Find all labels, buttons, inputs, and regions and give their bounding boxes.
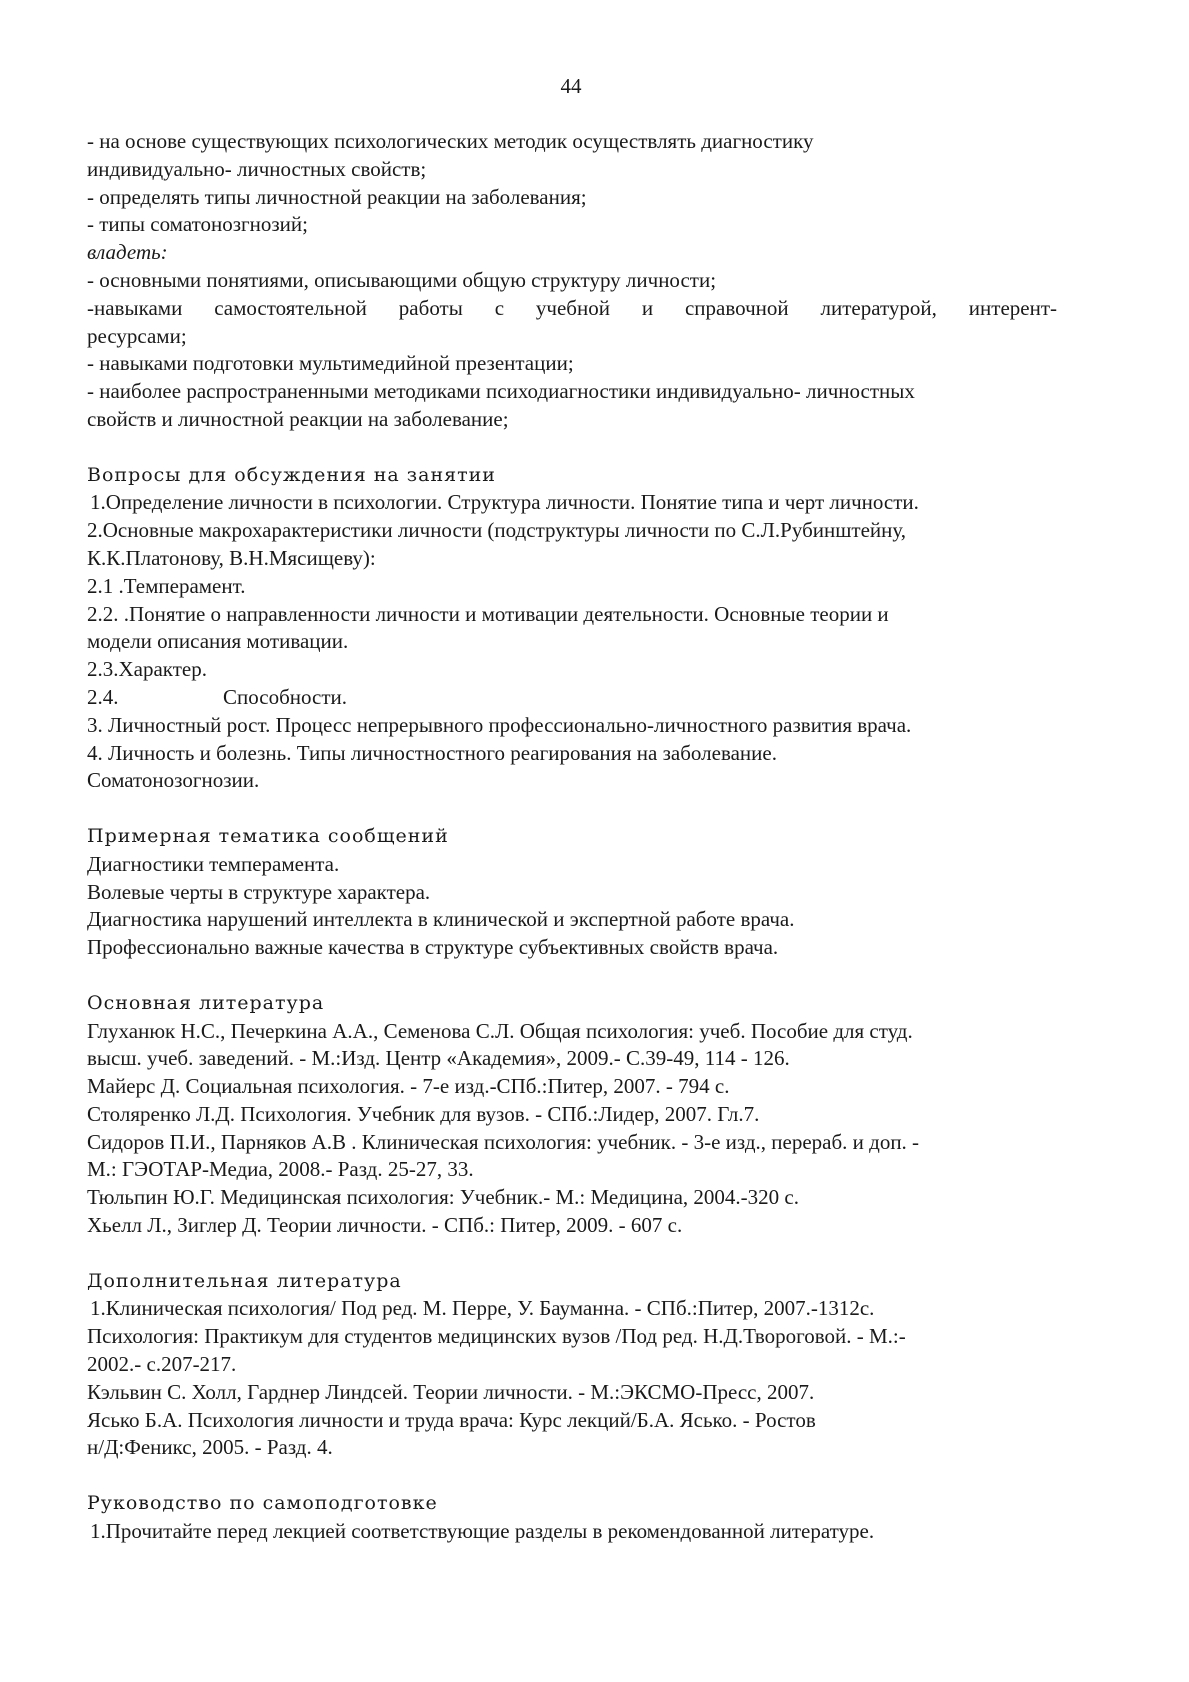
skill-line: индивидуально- личностных свойств; xyxy=(87,156,427,181)
extra-literature-heading: Дополнительная литература xyxy=(87,1269,402,1292)
own-item: - навыками подготовки мультимедийной презентации; xyxy=(87,351,574,376)
question-line: модели описания мотивации. xyxy=(87,629,349,654)
literature-item: Кэльвин С. Холл, Гарднер Линдсей. Теории личности. - М.:ЭКСМО-Пресс, 2007. xyxy=(87,1379,815,1404)
literature-item: Майерс Д. Социальная психология. - 7-е изд.-СПб.:Питер, 2007. - 794 с. xyxy=(87,1074,730,1099)
spacer xyxy=(87,1240,1057,1268)
question-number: 2.4. xyxy=(87,684,119,709)
self-study-heading: Руководство по самоподготовке xyxy=(87,1492,438,1515)
literature-item: Тюльпин Ю.Г. Медицинская психология: Учебник.- М.: Медицина, 2004.-320 с. xyxy=(87,1185,799,1210)
literature-item: Глуханюк Н.С., Печеркина А.А., Семенова С.Л. Общая психология: учеб. Пособие для студ. xyxy=(87,1018,913,1043)
topic-item: Диагностика нарушений интеллекта в клинической и экспертной работе врача. xyxy=(87,907,795,932)
spacer xyxy=(87,434,1057,462)
topics-section xyxy=(87,823,1057,962)
self-study-item: 1.Прочитайте перед лекцией соответствующие разделы в рекомендованной литературе. xyxy=(90,1518,875,1543)
question-line: 2.3.Характер. xyxy=(87,657,207,682)
question-line: 1.Определение личности в психологии. Структура личности. Понятие типа и черт личности. xyxy=(90,490,919,515)
topic-item: Профессионально важные качества в структуре субъективных свойств врача. xyxy=(87,935,779,960)
literature-item: М.: ГЭОТАР-Медиа, 2008.- Разд. 25-27, 33. xyxy=(87,1157,474,1182)
questions-heading: Вопросы для обсуждения на занятии xyxy=(87,463,496,486)
spacer xyxy=(87,962,1057,990)
literature-item: Ясько Б.А. Психология личности и труда врача: Курс лекций/Б.А. Ясько. - Ростов xyxy=(87,1407,816,1432)
skills-list xyxy=(87,128,1057,239)
skill-line: - на основе существующих психологических методик осуществлять диагностику xyxy=(87,129,814,153)
question-line: 4. Личность и болезнь. Типы личностностного реагирования на заболевание. xyxy=(87,740,777,765)
question-text: Способности. xyxy=(223,684,348,709)
literature-item: н/Д:Феникс, 2005. - Разд. 4. xyxy=(87,1435,333,1460)
own-section xyxy=(87,239,1057,434)
literature-item: Хьелл Л., Зиглер Д. Теории личности. - СПб.: Питер, 2009. - 607 с. xyxy=(87,1213,683,1238)
literature-item: 1.Клиническая психология/ Под ред. М. Перре, У. Бауманна. - СПб.:Питер, 2007.-1312с. xyxy=(90,1296,875,1321)
skill-line: - определять типы личностной реакции на заболевания; xyxy=(87,184,587,209)
literature-item: высш. учеб. заведений. - М.:Изд. Центр «Академия», 2009.- С.39-49, 114 - 126. xyxy=(87,1046,790,1071)
own-item: - наиболее распространенными методиками психодиагностики индивидуально- личностных xyxy=(87,379,915,404)
page-number: 44 xyxy=(560,74,582,98)
main-literature-section xyxy=(87,990,1057,1240)
own-label: владеть: xyxy=(87,240,168,265)
spacer xyxy=(87,795,1057,823)
own-item-justified: -навыками самостоятельной работы с учебной и справочной литературой, интерент- xyxy=(87,295,1057,320)
question-line-tabbed xyxy=(87,684,1057,712)
spacer xyxy=(87,1462,1057,1490)
question-line: К.К.Платонову, В.Н.Мясищеву): xyxy=(87,545,376,570)
question-line: 2.2. .Понятие о направленности личности и мотивации деятельности. Основные теории и xyxy=(87,601,889,626)
document-body xyxy=(87,128,1057,1546)
literature-item: Психология: Практикум для студентов медицинских вузов /Под ред. Н.Д.Твороговой. - М.:- xyxy=(87,1324,906,1349)
own-item: ресурсами; xyxy=(87,323,187,348)
literature-item: 2002.- с.207-217. xyxy=(87,1352,237,1377)
self-study-section xyxy=(87,1490,1057,1546)
skill-line: - типы соматонозгнозий; xyxy=(87,212,308,237)
questions-section xyxy=(87,462,1057,796)
literature-item: Сидоров П.И., Парняков А.В . Клиническая психология: учебник. - 3-е изд., перераб. и доп. - xyxy=(87,1129,920,1154)
own-item: свойств и личностной реакции на заболевание; xyxy=(87,406,509,431)
own-item: - основными понятиями, описывающими общую структуру личности; xyxy=(87,267,717,292)
main-literature-heading: Основная литература xyxy=(87,991,325,1014)
question-line: 2.1 .Темперамент. xyxy=(87,573,246,598)
extra-literature-section xyxy=(87,1268,1057,1463)
topics-heading: Примерная тематика сообщений xyxy=(87,824,449,847)
topic-item: Диагностики темперамента. xyxy=(87,851,340,876)
literature-item: Столяренко Л.Д. Психология. Учебник для вузов. - СПб.:Лидер, 2007. Гл.7. xyxy=(87,1101,760,1126)
question-line: Соматонозогнозии. xyxy=(87,768,260,793)
question-line: 3. Личностный рост. Процесс непрерывного профессионально-личностного развития врача. xyxy=(87,712,912,737)
topic-item: Волевые черты в структуре характера. xyxy=(87,879,431,904)
question-line: 2.Основные макрохарактеристики личности (подструктуры личности по С.Л.Рубинштейну, xyxy=(87,518,907,543)
